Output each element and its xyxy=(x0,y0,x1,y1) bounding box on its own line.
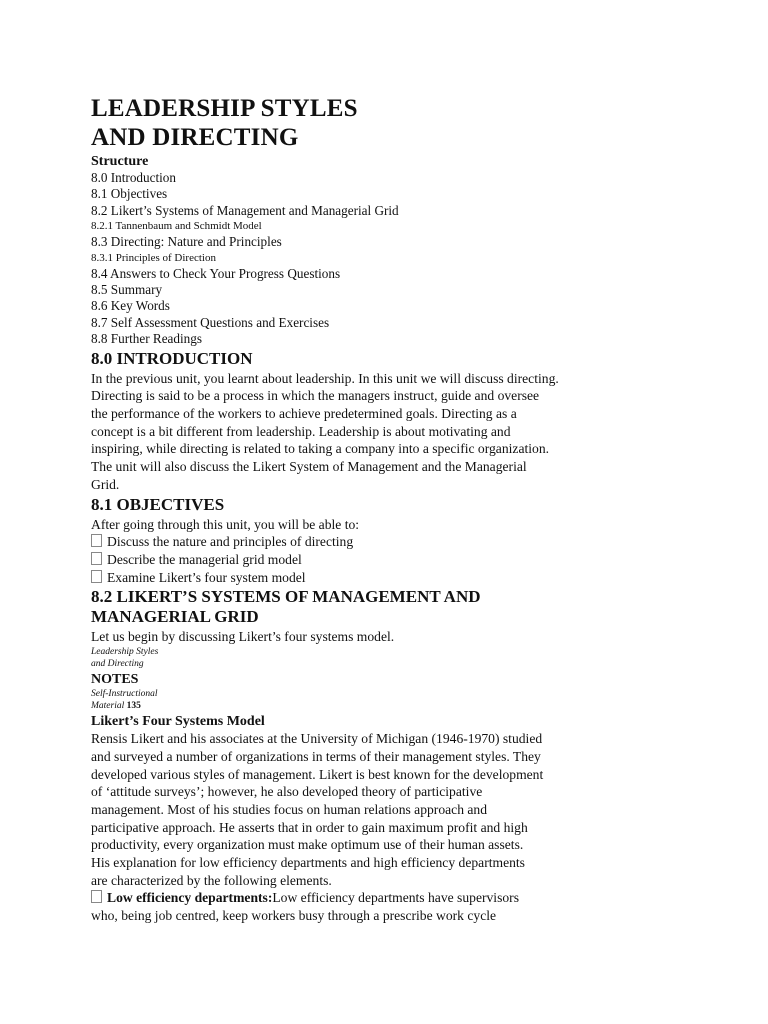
title-line-2: AND DIRECTING xyxy=(91,124,299,151)
low-efficiency-continuation: who, being job centred, keep workers busy through a prescribe work cycle xyxy=(91,908,497,924)
bullet-box-icon xyxy=(91,534,102,547)
notes-label: NOTES xyxy=(91,672,139,688)
likert-intro: Let us begin by discussing Likert’s four systems model. xyxy=(91,629,395,645)
structure-item: 8.7 Self Assessment Questions and Exercises xyxy=(91,314,330,330)
four-systems-line: and surveyed a number of organizations in terms of their management styles. They xyxy=(91,748,541,764)
structure-item: 8.8 Further Readings xyxy=(91,331,202,347)
objectives-intro: After going through this unit, you will be able to: xyxy=(91,516,360,532)
introduction-line: In the previous unit, you learnt about leadership. In this unit we will discuss directing. xyxy=(91,370,559,386)
introduction-line: Grid. xyxy=(91,476,120,492)
page-number: 135 xyxy=(126,701,141,712)
running-head-line-2: and Directing xyxy=(91,659,144,670)
four-systems-line: participative approach. He asserts that in order to gain maximum profit and high xyxy=(91,819,528,835)
introduction-line: concept is a bit different from leadership. Leadership is about motivating and xyxy=(91,423,511,439)
introduction-line: inspiring, while directing is related to taking a company into a specific organization. xyxy=(91,441,550,457)
structure-item: 8.4 Answers to Check Your Progress Questions xyxy=(91,265,341,281)
self-instructional-line-2: Material xyxy=(91,701,125,712)
structure-item: 8.6 Key Words xyxy=(91,298,170,314)
running-head-line-1: Leadership Styles xyxy=(91,647,159,658)
four-systems-line: Rensis Likert and his associates at the University of Michigan (1946-1970) studied xyxy=(91,731,543,747)
self-instructional-line-1: Self-Instructional xyxy=(91,689,158,700)
structure-item: 8.1 Objectives xyxy=(91,186,168,202)
introduction-paragraph xyxy=(91,370,731,494)
structure-item: 8.0 Introduction xyxy=(91,170,176,185)
likert-heading-line-1: 8.2 LIKERT’S SYSTEMS OF MANAGEMENT AND xyxy=(91,587,481,607)
four-systems-line: developed various styles of management. Likert is best known for the development xyxy=(91,766,544,782)
four-systems-line: productivity, every organization must make optimum use of their human assets. xyxy=(91,837,524,853)
bullet-box-icon xyxy=(91,890,102,903)
introduction-line: the performance of the workers to achieve predetermined goals. Directing as a xyxy=(91,406,517,422)
title-line-1: LEADERSHIP STYLES xyxy=(91,95,358,122)
structure-item: 8.2.1 Tannenbaum and Schmidt Model xyxy=(91,220,262,233)
introduction-heading: 8.0 INTRODUCTION xyxy=(91,348,253,368)
structure-item: 8.2 Likert’s Systems of Management and Managerial Grid xyxy=(91,202,399,218)
objective-text: Discuss the nature and principles of directing xyxy=(107,534,354,550)
objective-text: Examine Likert’s four system model xyxy=(107,569,306,585)
objective-item xyxy=(91,551,731,569)
objective-item xyxy=(91,533,731,551)
running-head xyxy=(91,646,731,670)
low-efficiency-text: Low efficiency departments have supervisors xyxy=(272,890,519,906)
objectives-heading: 8.1 OBJECTIVES xyxy=(91,494,225,514)
likert-heading xyxy=(91,587,731,627)
introduction-line: The unit will also discuss the Likert System of Management and the Managerial xyxy=(91,459,527,475)
four-systems-line: of ‘attitude surveys’; however, he also developed theory of participative xyxy=(91,784,483,800)
low-efficiency-label: Low efficiency departments: xyxy=(107,890,273,906)
objective-item xyxy=(91,569,731,587)
four-systems-line: are characterized by the following elements. xyxy=(91,872,332,888)
four-systems-line: management. Most of his studies focus on human relations approach and xyxy=(91,801,488,817)
document-page xyxy=(91,94,731,925)
structure-item: 8.3 Directing: Nature and Principles xyxy=(91,234,282,250)
document-title xyxy=(91,94,731,152)
four-systems-line: His explanation for low efficiency departments and high efficiency departments xyxy=(91,855,525,871)
objectives-list xyxy=(91,533,731,586)
bullet-box-icon xyxy=(91,552,102,565)
low-efficiency-bullet xyxy=(91,889,731,924)
structure-list xyxy=(91,170,731,348)
structure-heading: Structure xyxy=(91,154,149,169)
four-systems-heading: Likert’s Four Systems Model xyxy=(91,714,265,730)
likert-heading-line-2: MANAGERIAL GRID xyxy=(91,607,259,627)
structure-item: 8.3.1 Principles of Direction xyxy=(91,251,216,264)
bullet-box-icon xyxy=(91,570,102,583)
structure-item: 8.5 Summary xyxy=(91,282,163,298)
objective-text: Describe the managerial grid model xyxy=(107,551,302,567)
self-instructional-label xyxy=(91,688,731,712)
introduction-line: Directing is said to be a process in which the managers instruct, guide and oversee xyxy=(91,388,540,404)
four-systems-paragraph xyxy=(91,730,731,889)
